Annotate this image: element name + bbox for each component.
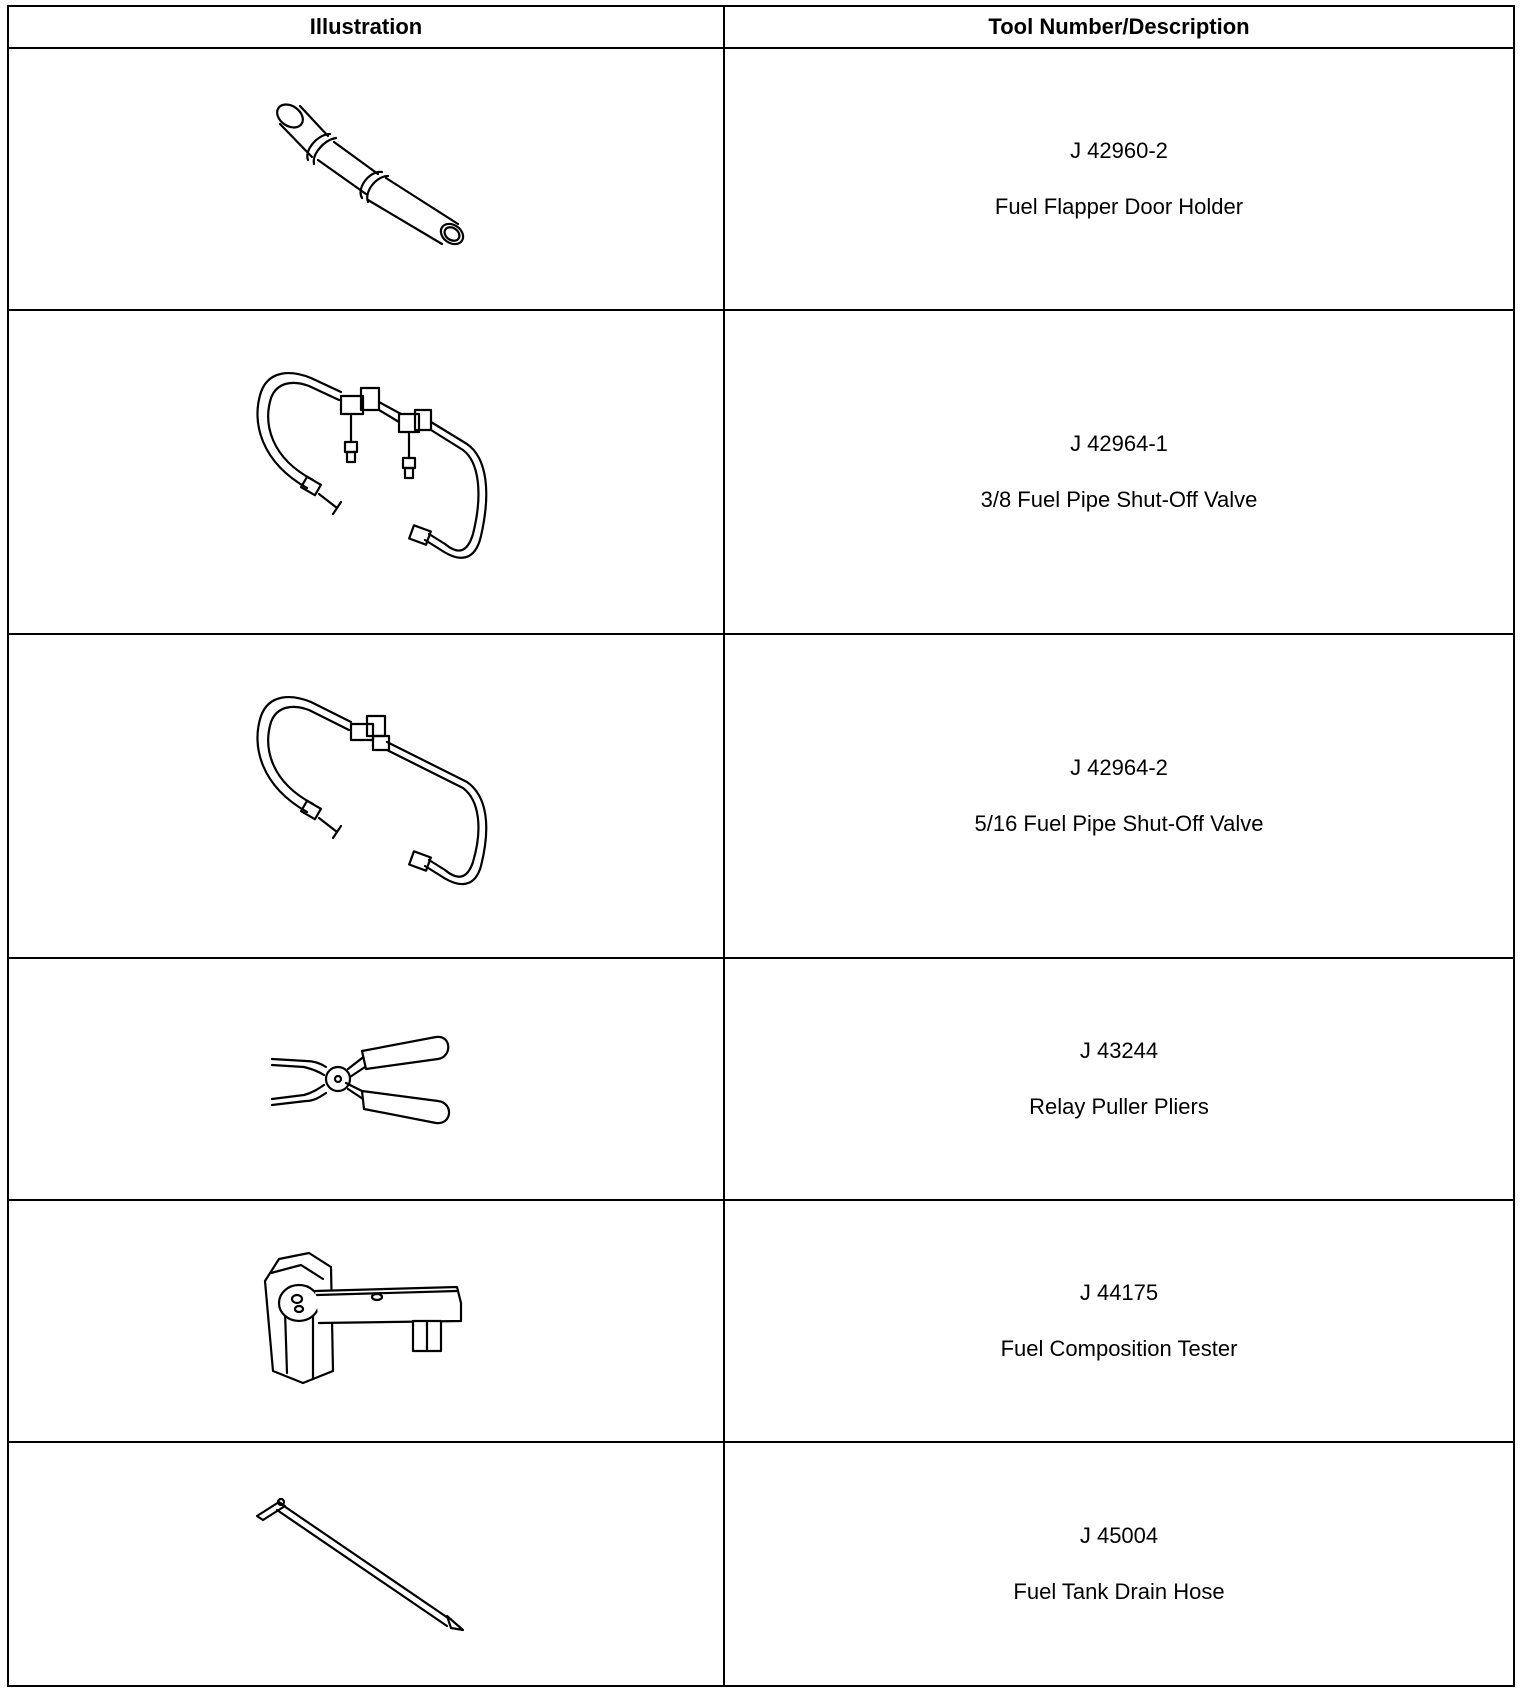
table-row <box>8 310 1514 634</box>
tool-description: 3/8 Fuel Pipe Shut-Off Valve <box>980 487 1258 512</box>
illustration-cell <box>8 310 724 634</box>
illustration-cell <box>8 48 724 310</box>
relay-puller-pliers-icon <box>266 1029 466 1129</box>
description-cell <box>724 958 1514 1200</box>
tool-number: J 44175 <box>1079 1280 1159 1305</box>
tool-table <box>7 5 1515 1687</box>
illustration-cell <box>8 958 724 1200</box>
tool-description: Fuel Composition Tester <box>1000 1336 1238 1361</box>
description-cell <box>724 634 1514 958</box>
header-row <box>8 6 1514 48</box>
tool-number: J 45004 <box>1079 1523 1159 1548</box>
tool-description: Fuel Tank Drain Hose <box>1013 1579 1225 1604</box>
illustration-cell <box>8 1200 724 1442</box>
table-row <box>8 48 1514 310</box>
table-row <box>8 958 1514 1200</box>
fuel-composition-tester-icon <box>251 1251 481 1391</box>
tool-description: Relay Puller Pliers <box>1029 1094 1209 1119</box>
drain-hose-icon <box>251 1494 481 1634</box>
table-row <box>8 1442 1514 1686</box>
description-cell <box>724 1442 1514 1686</box>
description-cell <box>724 48 1514 310</box>
tool-description: 5/16 Fuel Pipe Shut-Off Valve <box>974 811 1264 836</box>
tool-description: Fuel Flapper Door Holder <box>994 194 1244 219</box>
illustration-cell <box>8 1442 724 1686</box>
tool-number: J 42960-2 <box>1070 138 1168 163</box>
shut-off-valve-3-8-icon <box>241 362 491 582</box>
header-illustration: Illustration <box>8 6 724 48</box>
tool-number: J 42964-1 <box>1070 431 1168 456</box>
tool-number: J 43244 <box>1079 1038 1159 1063</box>
illustration-cell <box>8 634 724 958</box>
description-cell <box>724 1200 1514 1442</box>
shut-off-valve-5-16-icon <box>241 686 491 906</box>
flapper-door-holder-icon <box>246 94 486 264</box>
tool-number: J 42964-2 <box>1070 755 1168 780</box>
table-row <box>8 634 1514 958</box>
description-cell <box>724 310 1514 634</box>
header-tool-number-description: Tool Number/Description <box>724 6 1514 48</box>
table-row <box>8 1200 1514 1442</box>
